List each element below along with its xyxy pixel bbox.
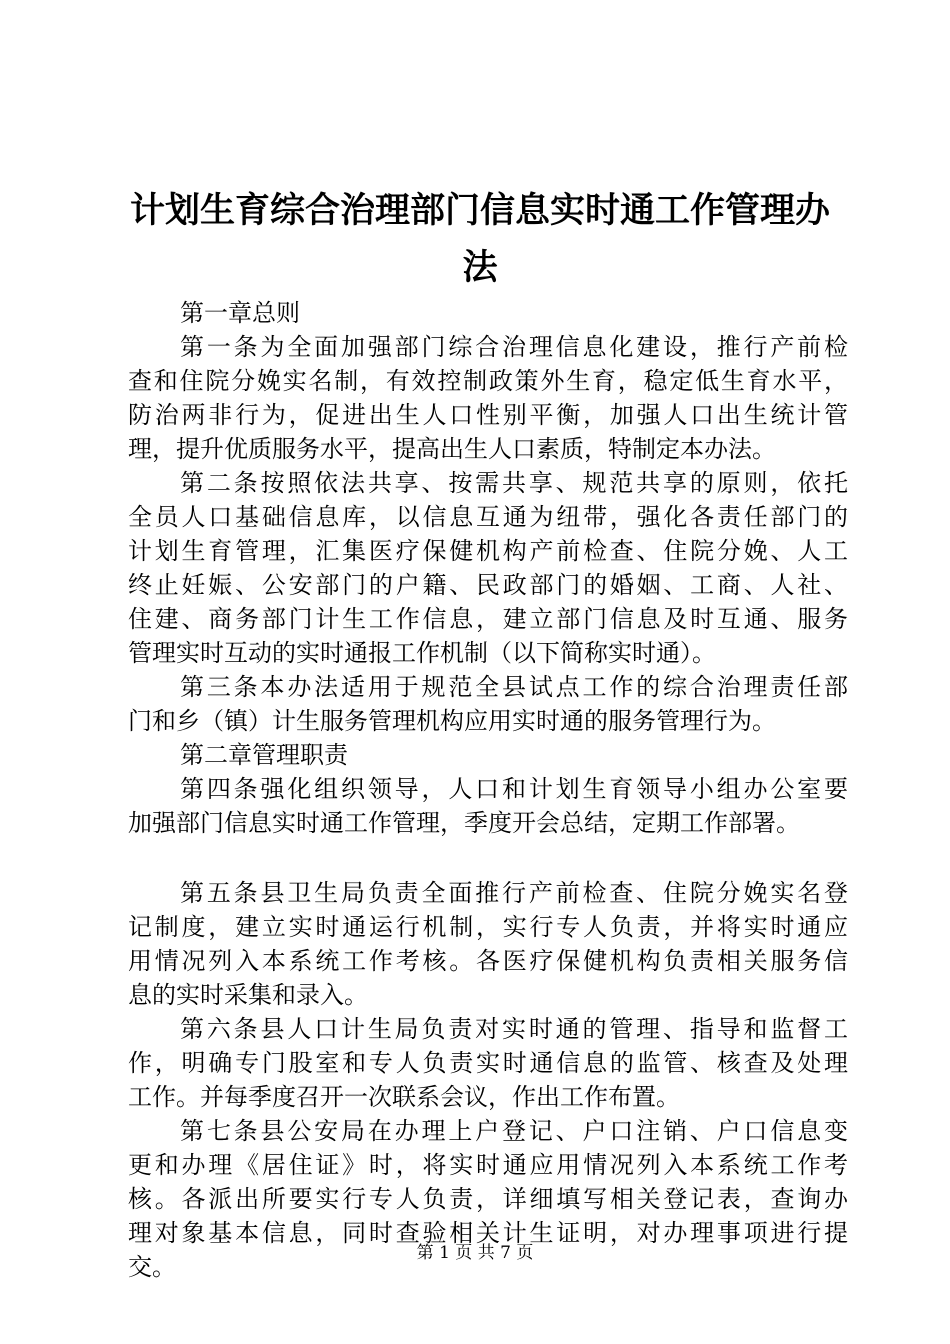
chapter-heading-2: 第二章管理职责 [180,741,348,769]
article-7-line: 理对象基本信息，同时查验相关计生证明，对办理事项进行提 [128,1219,848,1247]
chapter-heading-1: 第一章总则 [180,299,300,327]
article-2-line: 全员人口基础信息库，以信息互通为纽带，强化各责任部门的 [128,503,848,531]
article-7-line: 更和办理《居住证》时，将实时通应用情况列入本系统工作考 [128,1151,848,1179]
article-2-line: 管理实时互动的实时通报工作机制（以下简称实时通）。 [128,639,716,667]
article-3-line: 第三条本办法适用于规范全县试点工作的综合治理责任部 [180,673,848,701]
article-6-line: 工作。并每季度召开一次联系会议，作出工作布置。 [128,1083,680,1111]
page-number-footer: 第 1 页 共 7 页 [416,1243,534,1263]
article-3-line: 门和乡（镇）计生服务管理机构应用实时通的服务管理行为。 [128,707,776,735]
article-2-line: 计划生育管理，汇集医疗保健机构产前检查、住院分娩、人工 [128,537,848,565]
article-7-line: 第七条县公安局在办理上户登记、户口注销、户口信息变 [180,1117,848,1145]
paragraph-gap [128,840,848,876]
article-4-line: 第四条强化组织领导，人口和计划生育领导小组办公室要 [180,775,848,803]
article-5-line: 息的实时采集和录入。 [128,981,368,1009]
article-1-line: 查和住院分娩实名制，有效控制政策外生育，稳定低生育水平， [128,367,848,395]
article-5-line: 用情况列入本系统工作考核。各医疗保健机构负责相关服务信 [128,947,848,975]
document-body [128,296,848,1284]
document-title-line-2: 法 [462,247,498,288]
article-1-line: 理，提升优质服务水平，提高出生人口素质，特制定本办法。 [128,435,776,463]
article-5-line: 第五条县卫生局负责全面推行产前检查、住院分娩实名登 [180,879,848,907]
article-1-line: 第一条为全面加强部门综合治理信息化建设，推行产前检 [180,333,848,361]
article-6-line: 第六条县人口计生局负责对实时通的管理、指导和监督工 [180,1015,848,1043]
document-title-line-1: 计划生育综合治理部门信息实时通工作管理办 [129,190,830,231]
article-7-line: 交。 [128,1253,176,1281]
article-6-line: 作，明确专门股室和专人负责实时通信息的监管、核查及处理 [128,1049,848,1077]
article-2-line: 第二条按照依法共享、按需共享、规范共享的原则，依托 [180,469,848,497]
article-2-line: 终止妊娠、公安部门的户籍、民政部门的婚姻、工商、人社、 [128,571,848,599]
article-7-line: 核。各派出所要实行专人负责，详细填写相关登记表，查询办 [128,1185,848,1213]
article-5-line: 记制度，建立实时通运行机制，实行专人负责，并将实时通应 [128,913,848,941]
article-1-line: 防治两非行为，促进出生人口性别平衡，加强人口出生统计管 [128,401,848,429]
article-2-line: 住建、商务部门计生工作信息，建立部门信息及时互通、服务 [128,605,848,633]
article-4-line: 加强部门信息实时通工作管理，季度开会总结，定期工作部署。 [128,809,800,837]
